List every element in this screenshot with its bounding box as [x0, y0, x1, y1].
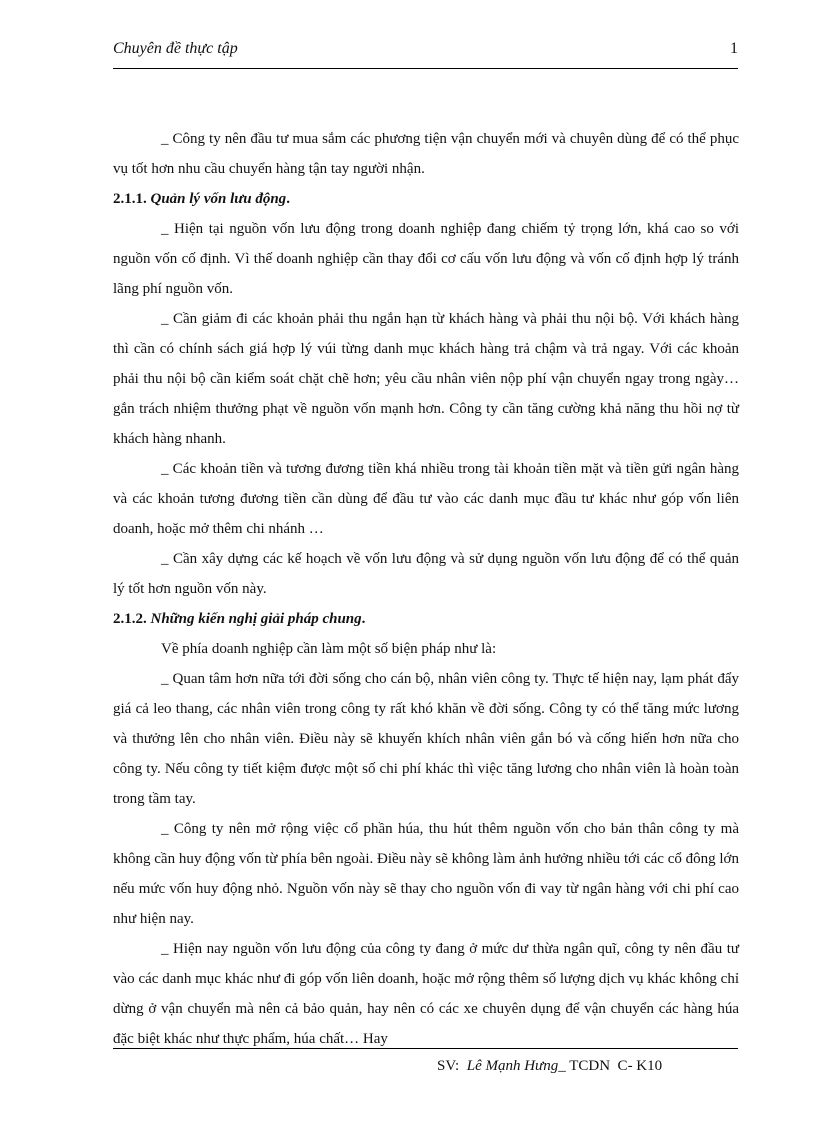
footer-divider — [113, 1048, 738, 1049]
section-title: Những kiến nghị giải pháp chung — [150, 611, 362, 627]
header-divider — [113, 68, 738, 69]
document-body — [113, 124, 739, 1054]
section-number: 2.1.1. — [113, 191, 147, 207]
section-heading-2-1-2 — [113, 604, 739, 634]
paragraph: _ Hiện nay nguồn vốn lưu động của công ty đang ở mức dư thừa ngân quĩ, công ty nên đầu tư vào các danh mục khác như đi góp vốn liên doanh, hoặc mở rộng thêm số lượng dịch vụ khác không chỉ dừng ở vận chuyển mà nên cả bảo quản, hay nên có các xe chuyên dụng để vận chuyển các hàng húa đặc biệt khác như thực phẩm, húa chất… Hay — [113, 941, 739, 1047]
page-footer — [437, 1058, 662, 1075]
header-title: Chuyên đề thực tập — [113, 40, 238, 57]
paragraph: _ Quan tâm hơn nữa tới đời sống cho cán bộ, nhân viên công ty. Thực tế hiện nay, lạm phát đẩy giá cả leo thang, các nhân viên trong công ty rất khó khăn về đời sống. Công ty có thể tăng mức lương và thưởng lên cho nhân viên. Điều này sẽ khuyến khích nhân viên gắn bó và cống hiến hơn nữa cho công ty. Nếu công ty tiết kiệm được một số chi phí khác thì việc tăng lương cho nhân viên là hoàn toàn trong tầm tay. — [113, 671, 739, 807]
section-heading-2-1-1 — [113, 184, 739, 214]
page-header — [113, 40, 738, 64]
paragraph: Về phía doanh nghiệp cần làm một số biện pháp như là: — [161, 641, 497, 657]
paragraph: _ Cần xây dựng các kế hoạch về vốn lưu động và sử dụng nguồn vốn lưu động để có thể quản lý tốt hơn nguồn vốn này. — [113, 551, 739, 597]
paragraph: _ Công ty nên mở rộng việc cổ phần húa, thu hút thêm nguồn vốn cho bản thân công ty mà không cần huy động vốn từ phía bên ngoài. Điều này sẽ không làm ảnh hưởng nhiều tới các cổ đông lớn nếu mức vốn huy động nhỏ. Nguồn vốn này sẽ thay cho nguồn vốn đi vay từ ngân hàng với chi phí cao như hiện nay. — [113, 821, 739, 927]
section-number: 2.1.2. — [113, 611, 147, 627]
section-title-end: . — [361, 611, 366, 627]
footer-class: _ TCDN C- K10 — [558, 1058, 663, 1074]
section-title: Quản lý vốn lưu động — [150, 191, 287, 207]
footer-prefix: SV: — [437, 1058, 467, 1074]
paragraph: _ Công ty nên đầu tư mua sắm các phương tiện vận chuyển mới và chuyên dùng để có thể phục vụ tốt hơn nhu cầu chuyển hàng tận tay người nhận. — [113, 131, 739, 177]
page-number: 1 — [730, 40, 738, 57]
paragraph: _ Hiện tại nguồn vốn lưu động trong doanh nghiệp đang chiếm tỷ trọng lớn, khá cao so với nguồn vốn cố định. Vì thế doanh nghiệp cần thay đổi cơ cấu vốn lưu động và vốn cố định hợp lý tránh lãng phí nguồn vốn. — [113, 221, 739, 297]
section-title-end: . — [286, 191, 290, 207]
paragraph: _ Các khoản tiền và tương đương tiền khá nhiều trong tài khoản tiền mặt và tiền gửi ngân hàng và các khoản tương đương tiền cần dùng để đầu tư vào các danh mục đầu tư khác như góp vốn liên doanh, hoặc mở thêm chi nhánh … — [113, 461, 739, 537]
paragraph: _ Cần giảm đi các khoản phải thu ngắn hạn từ khách hàng và phải thu nội bộ. Với khách hàng thì cần có chính sách giá hợp lý vúi từng danh mục khách hàng trả chậm và trả ngay. Với các khoản phải thu nội bộ cần kiểm soát chặt chẽ hơn; yêu cầu nhân viên nộp phí vận chuyển ngay trong ngày…gắn trách nhiệm thưởng phạt về nguồn vốn mạnh hơn. Công ty cần tăng cường khả năng thu hồi nợ từ khách hàng nhanh. — [113, 311, 739, 447]
footer-student-name: Lê Mạnh Hưng — [466, 1058, 559, 1074]
